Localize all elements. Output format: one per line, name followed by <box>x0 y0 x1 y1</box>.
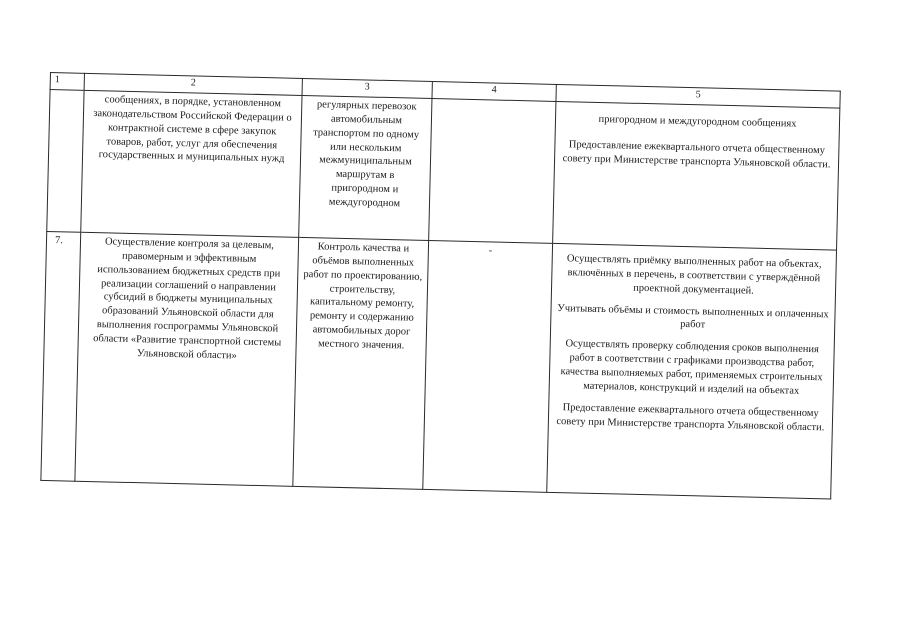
row-measure-cell <box>81 90 302 237</box>
header-col-3: 3 <box>302 78 432 98</box>
header-col-2: 2 <box>84 73 302 95</box>
header-col-5: 5 <box>556 84 840 108</box>
cell-paragraph: Осуществлять проверку соблюдения сроков выполнения работ в соответствии с графиками производства работ, качества выполняемых работ, применяемых строительных материалов, конструкций и изделий на объектах <box>560 338 823 397</box>
row-number: 7. <box>41 231 81 481</box>
cell-text: Контроль качества и объёмов выполненных работ по проектированию, строительству, капитальному ремонту, ремонту и содержанию автомобильных дорог местного значения. <box>303 241 423 352</box>
cell-paragraph: Предоставление ежеквартального отчета общественному совету при Министерстве транспорта Ульяновской области. <box>556 401 825 433</box>
measures-table <box>40 72 840 500</box>
table-row <box>47 90 840 251</box>
row-measure-cell <box>75 232 299 486</box>
cell-paragraph: Учитывать объёмы и стоимость выполненных и оплаченных работ <box>557 302 829 331</box>
cell-text: Осуществление контроля за целевым, правомерным и эффективным использованием бюджетных средств при реализации соглашений о направлении субсидий в бюджеты муниципальных образований Ульяновской области для выполнения госпрограммы Ульяновской области «Развитие транспортной системы Ульяновской области» <box>93 236 282 362</box>
scanned-table-area <box>40 72 839 499</box>
cell-text: регулярных перевозок автомобильным транспортом по одному или нескольким межмуниципальным маршрутам в пригородном и междугородном <box>313 99 420 210</box>
cell-paragraph: Предоставление ежеквартального отчета общественному совету при Министерстве транспорта Ульяновской области. <box>562 139 831 171</box>
row-col4-cell <box>429 99 556 244</box>
header-col-4: 4 <box>432 82 556 102</box>
row-number <box>47 90 84 233</box>
row-result-cell <box>553 101 840 250</box>
row-content-cell <box>299 95 432 240</box>
header-col-1: 1 <box>50 73 84 91</box>
table-row <box>41 231 837 499</box>
cell-paragraph: Осуществлять приёмку выполненных работ на объектах, включённых в перечень, в соответствии с утверждённой проектной документацией. <box>566 253 822 297</box>
cell-text: сообщениях, в порядке, установленном законодательством Российской Федерации о контрактной системе в сфере закупок товаров, работ, услуг для обеспечения государственных и муниципальных нужд <box>93 94 292 165</box>
row-col4-cell: - <box>423 240 553 492</box>
cell-paragraph: пригородном и междугородном сообщениях <box>598 113 797 130</box>
row-result-cell <box>547 243 837 499</box>
row-content-cell <box>293 237 429 489</box>
